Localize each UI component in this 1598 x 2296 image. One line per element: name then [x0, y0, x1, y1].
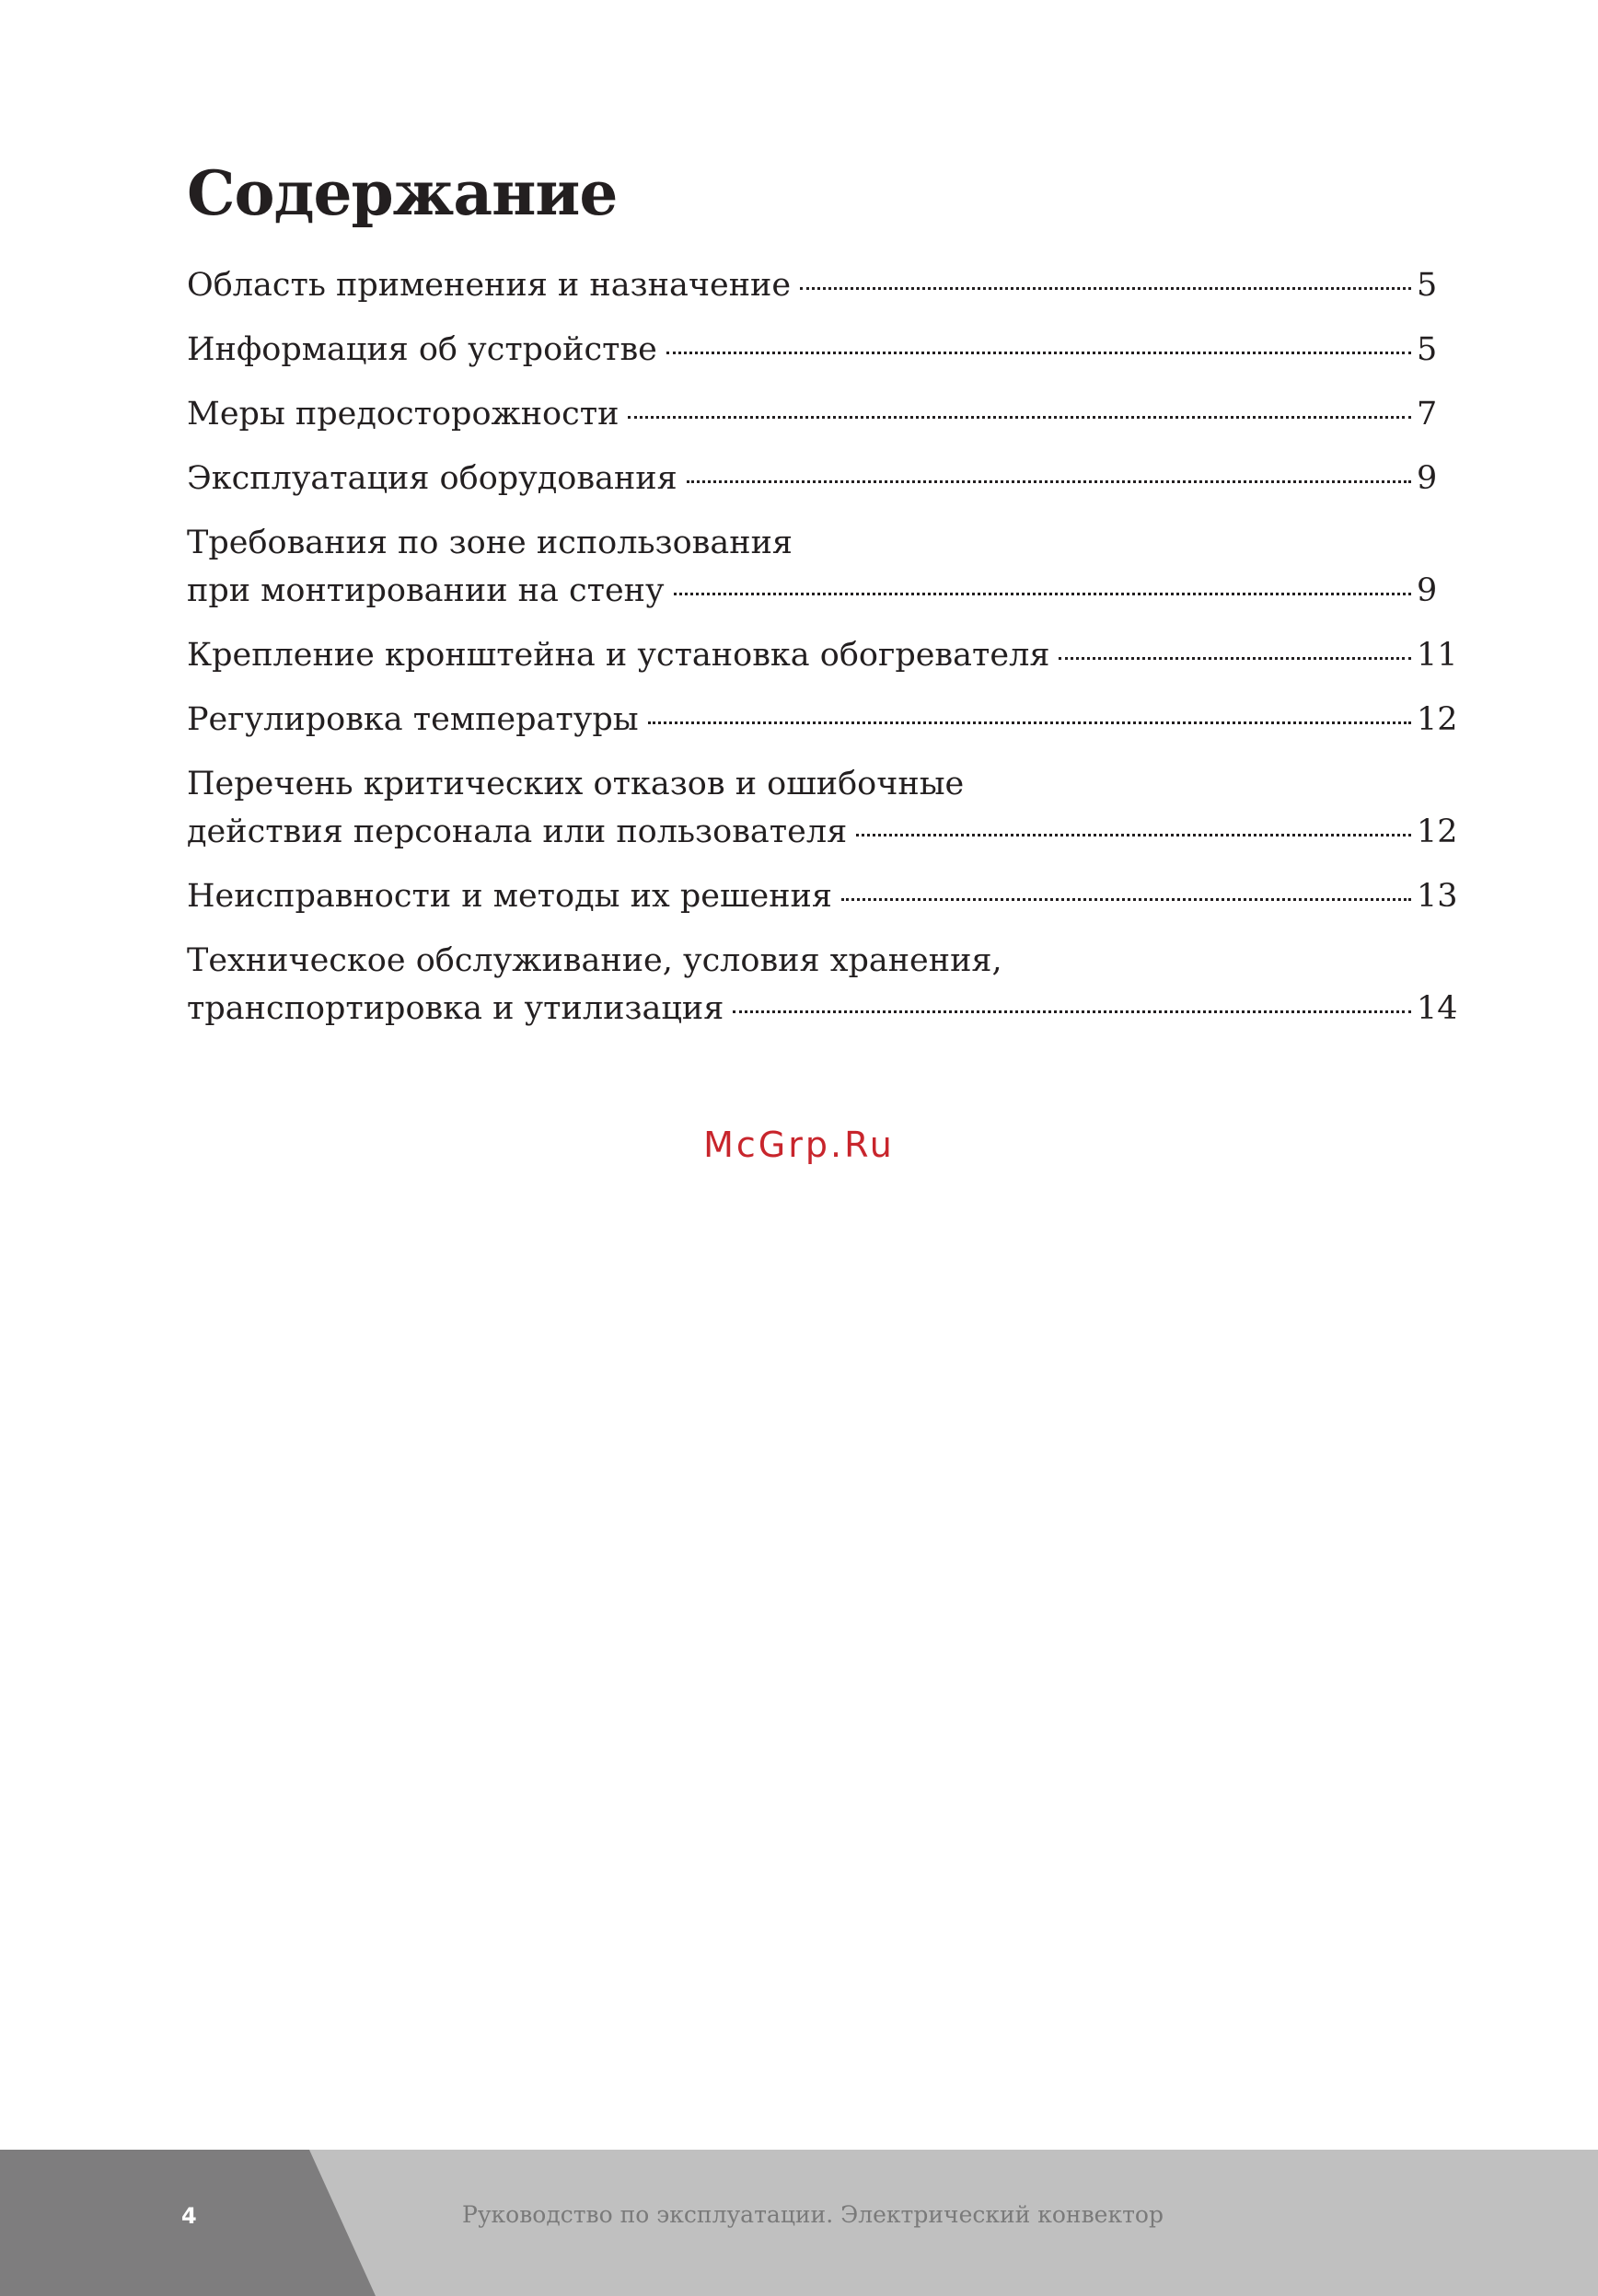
toc-leader-dots: [800, 287, 1411, 290]
toc-item-page: 12: [1417, 813, 1458, 850]
toc-leader-dots: [628, 416, 1411, 419]
toc-item-title: Область применения и назначение: [187, 267, 792, 304]
toc-item-title-line-2: транспортировка и утилизация: [187, 990, 724, 1027]
footer-caption: Руководство по эксплуатации. Электрический конвектор: [462, 2201, 1164, 2228]
toc-item-page: 7: [1417, 396, 1438, 433]
toc-leader-dots: [687, 480, 1411, 483]
toc-item-page: 5: [1417, 267, 1438, 304]
toc-item[interactable]: [187, 937, 1461, 1033]
toc-item-page: 11: [1417, 637, 1458, 674]
toc-item-title-line-1: Техническое обслуживание, условия хранения,: [187, 942, 1002, 979]
toc-leader-dots: [674, 593, 1411, 595]
toc-item-title: Информация об устройстве: [187, 331, 657, 368]
toc-item-title-line-2: при монтировании на стену: [187, 572, 665, 609]
toc-item[interactable]: [187, 519, 1461, 615]
toc-item-title: Крепление кронштейна и установка обогревателя: [187, 637, 1050, 674]
page-footer: [0, 2150, 1598, 2296]
toc-leader-dots: [648, 721, 1411, 724]
toc-item-title-line-1: Требования по зоне использования: [187, 525, 793, 561]
toc-item-page: 12: [1417, 701, 1458, 738]
toc-item-title: Неисправности и методы их решения: [187, 878, 832, 915]
toc-item-page: 13: [1417, 878, 1458, 915]
table-of-contents: [187, 261, 1461, 1049]
toc-leader-dots: [856, 834, 1411, 836]
footer-page-number: 4: [181, 2203, 197, 2229]
toc-item-page: 9: [1417, 572, 1438, 609]
toc-item-title: Эксплуатация оборудования: [187, 460, 677, 497]
toc-item[interactable]: [187, 631, 1461, 679]
toc-leader-dots: [733, 1010, 1411, 1013]
page-title: Содержание: [187, 157, 618, 229]
toc-item[interactable]: [187, 455, 1461, 502]
toc-item[interactable]: [187, 390, 1461, 438]
toc-item[interactable]: [187, 872, 1461, 920]
toc-item-page: 5: [1417, 331, 1438, 368]
toc-item-title-line-2: действия персонала или пользователя: [187, 813, 848, 850]
toc-item-page: 9: [1417, 460, 1438, 497]
toc-leader-dots: [1059, 657, 1411, 660]
toc-item-title: Регулировка температуры: [187, 701, 639, 738]
toc-item-page: 14: [1417, 990, 1458, 1027]
watermark: McGrp.Ru: [703, 1125, 895, 1165]
toc-item-title-line-1: Перечень критических отказов и ошибочные: [187, 766, 965, 802]
toc-item[interactable]: [187, 326, 1461, 374]
toc-item[interactable]: [187, 261, 1461, 309]
toc-item-title: Меры предосторожности: [187, 396, 620, 433]
toc-leader-dots: [666, 352, 1411, 354]
toc-item[interactable]: [187, 760, 1461, 856]
toc-item[interactable]: [187, 696, 1461, 744]
toc-leader-dots: [841, 898, 1411, 901]
